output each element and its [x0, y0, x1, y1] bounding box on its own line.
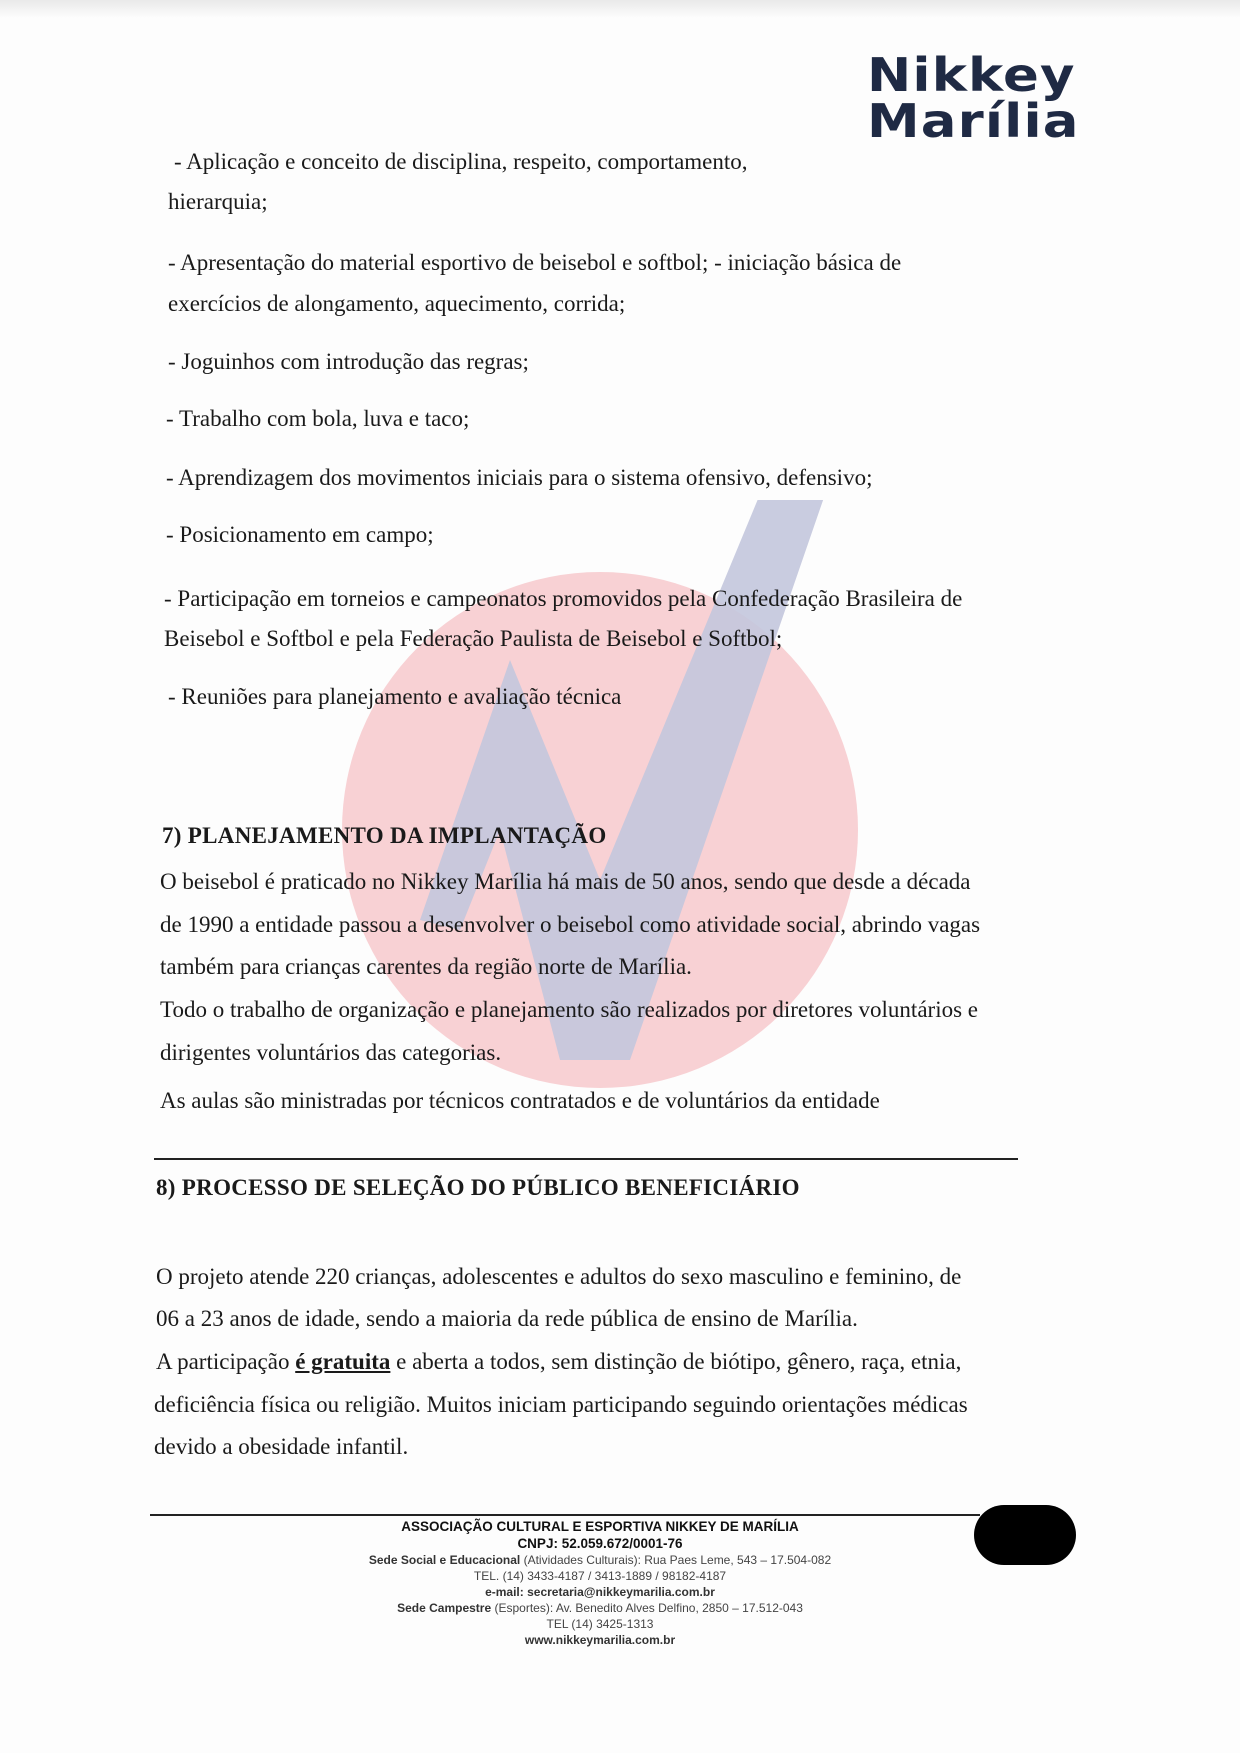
footer-tel-1: TEL. (14) 3433-4187 / 3413-1889 / 98182-4187 — [473, 1569, 727, 1583]
footer-rule — [150, 1514, 980, 1516]
footer-sede-social-text: (Atividades Culturais): Rua Paes Leme, 543 – 17.504-082 — [520, 1553, 832, 1567]
emphasis-free: é gratuita — [295, 1349, 391, 1374]
section-8-paragraph-2-line-3: devido a obesidade infantil. — [154, 1434, 409, 1459]
section-8-paragraph-2-line-2: deficiência física ou religião. Muitos iniciam participando seguindo orientações médicas — [154, 1392, 968, 1417]
section-7-title: 7) PLANEJAMENTO DA IMPLANTAÇÃO — [162, 823, 607, 848]
footer-tel-2: TEL (14) 3425-1313 — [546, 1617, 654, 1631]
text-fragment: e aberta a todos, sem distinção de biótipo, gênero, raça, etnia, — [390, 1349, 962, 1374]
footer-sede-campestre-text: (Esportes): Av. Benedito Alves Delfino, 2850 – 17.512-043 — [491, 1601, 803, 1615]
text-fragment: A participação — [156, 1349, 296, 1374]
footer-cnpj: CNPJ: 52.059.672/0001-76 — [517, 1536, 683, 1551]
section-divider — [154, 1158, 1018, 1160]
section-8-line-1: O projeto atende 220 crianças, adolescentes e adultos do sexo masculino e feminino, de — [156, 1264, 962, 1289]
footer-email: e-mail: secretaria@nikkeymarilia.com.br — [485, 1585, 715, 1599]
nikkey-marilia-logo — [867, 48, 1080, 148]
footer-website: www.nikkeymarilia.com.br — [524, 1633, 676, 1647]
footer — [290, 1518, 910, 1648]
section-7-line-3: também para crianças carentes da região norte de Marília. — [160, 954, 692, 979]
item-7-line-2: Beisebol e Softbol e pela Federação Paulista de Beisebol e Softbol; — [164, 626, 783, 651]
section-7-line-6: As aulas são ministradas por técnicos contratados e de voluntários da entidade — [160, 1088, 880, 1113]
item-2-line-1: - Apresentação do material esportivo de beisebol e softbol; - iniciação básica de — [168, 250, 902, 275]
item-6: - Posicionamento em campo; — [166, 522, 434, 547]
section-8-title: 8) PROCESSO DE SELEÇÃO DO PÚBLICO BENEFICIÁRIO — [156, 1175, 800, 1200]
logo-line-2: Marília — [867, 94, 1080, 148]
section-7-line-5: dirigentes voluntários das categorias. — [160, 1040, 502, 1065]
section-7-line-1: O beisebol é praticado no Nikkey Marília há mais de 50 anos, sendo que desde a década — [160, 869, 971, 894]
item-5: - Aprendizagem dos movimentos iniciais para o sistema ofensivo, defensivo; — [166, 465, 873, 490]
section-8-line-2: 06 a 23 anos de idade, sendo a maioria da rede pública de ensino de Marília. — [156, 1306, 858, 1331]
footer-sede-campestre — [290, 1600, 910, 1616]
item-7-line-1: - Participação em torneios e campeonatos promovidos pela Confederação Brasileira de — [164, 586, 963, 611]
section-7-line-2: de 1990 a entidade passou a desenvolver o beisebol como atividade social, abrindo vagas — [160, 912, 981, 937]
logo-line-1: Nikkey — [867, 48, 1076, 102]
item-1-line-1: - Aplicação e conceito de disciplina, respeito, comportamento, — [174, 149, 748, 174]
section-7-line-4: Todo o trabalho de organização e planejamento são realizados por diretores voluntários e — [160, 997, 978, 1022]
redaction-mark — [974, 1505, 1076, 1565]
footer-sede-campestre-label: Sede Campestre — [397, 1601, 492, 1615]
item-4: - Trabalho com bola, luva e taco; — [166, 406, 470, 431]
footer-sede-social-label: Sede Social e Educacional — [368, 1553, 521, 1567]
footer-sede-social — [290, 1552, 910, 1568]
item-1-line-2: hierarquia; — [168, 189, 268, 214]
item-2-line-2: exercícios de alongamento, aquecimento, corrida; — [168, 291, 626, 316]
footer-org-name: ASSOCIAÇÃO CULTURAL E ESPORTIVA NIKKEY DE MARÍLIA — [401, 1519, 799, 1534]
item-8: - Reuniões para planejamento e avaliação técnica — [168, 684, 622, 709]
scan-edge-shadow — [0, 0, 1240, 18]
section-8-paragraph-2-line-1 — [156, 1348, 961, 1375]
item-3: - Joguinhos com introdução das regras; — [168, 349, 529, 374]
